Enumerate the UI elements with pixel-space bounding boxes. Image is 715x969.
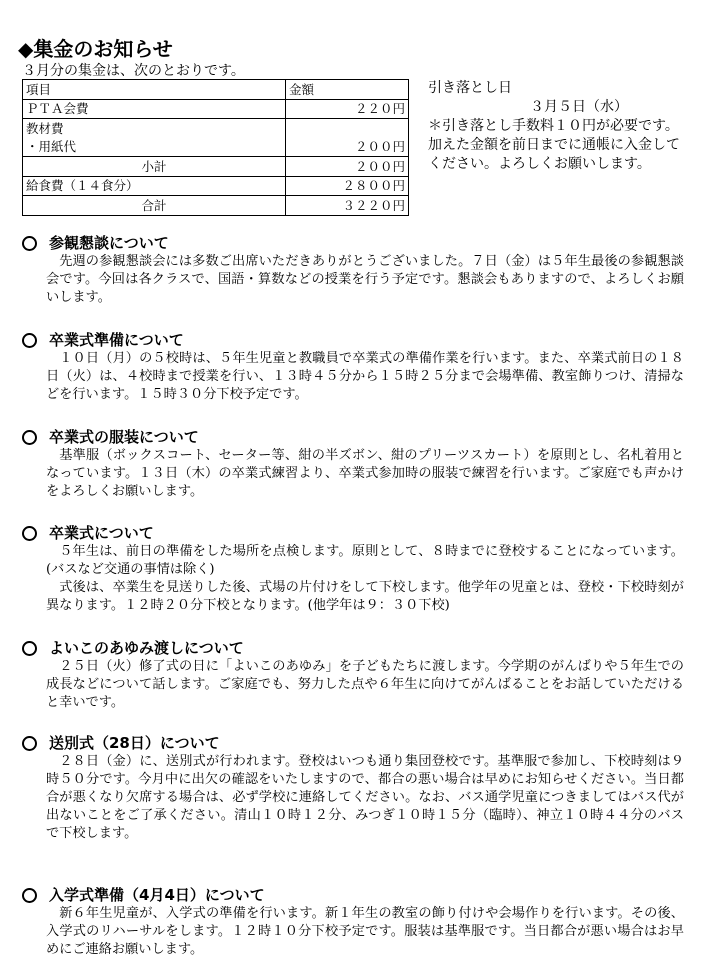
section-heading: 卒業式の服装について (49, 428, 199, 446)
section-text: １０日（月）の５校時は、５年生児童と教職員で卒業式の準備作業を行います。また、卒業式前日の１８日（火）は、４校時まで授業を行い、１３時４５分から１５時２５分まで会場準備、教室飾りつけ、清掃などを行います。１５時３０分下校予定です。 (46, 351, 684, 402)
table-row (23, 138, 409, 157)
circle-bullet-icon (22, 236, 37, 251)
paper-label: ・用紙代 (23, 138, 286, 157)
withdrawal-note: ＊引き落とし手数料１０円が必要です。加えた金額を前日までに通帳に入金してください。よろしくお願いします。 (428, 118, 680, 172)
section-text: 先週の参観懇談会には多数ご出席いただきありがとうございました。７日（金）は５年生最後の参観懇談会です。今回は各クラスで、国語・算数などの授業を行う予定です。懇談会もありますので、よろしくお願いします。 (46, 254, 684, 305)
section-text: 新６年生児童が、入学式の準備を行います。新１年生の教室の飾り付けや会場作りを行います。その後、入学式のリハーサルをします。１２時１０分下校予定です。服装は基準服です。当日都合が悪い場合はお早めにご連絡お願いします。 (46, 906, 684, 957)
table-header-row (23, 80, 409, 100)
section-text: 基準服（ボックスコート、セーター等、紺の半ズボン、紺のプリーツスカート）を原則とし、名札着用となっています。１３日（木）の卒業式練習より、卒業式参加時の服装で練習を行います。ご家庭でも声かけをよろしくお願いします。 (46, 448, 684, 499)
withdrawal-info (428, 79, 690, 174)
circle-bullet-icon (22, 333, 37, 348)
circle-bullet-icon (22, 641, 37, 656)
circle-bullet-icon (22, 526, 37, 541)
header-item: 項目 (23, 80, 286, 100)
subtotal-label: 小計 (23, 157, 286, 177)
section-graduation (22, 524, 684, 615)
subtotal-amount: ２００円 (286, 157, 409, 177)
section-heading: 卒業式について (49, 524, 154, 542)
paper-amount: ２００円 (286, 138, 409, 157)
section-heading: よいこのあゆみ渡しについて (49, 639, 244, 657)
page-title: ◆集金のお知らせ (18, 37, 173, 61)
section-heading: 送別式（28日）について (49, 734, 220, 752)
circle-bullet-icon (22, 430, 37, 445)
total-label: 合計 (23, 196, 286, 216)
table-row (23, 99, 409, 119)
section-heading: 卒業式準備について (49, 331, 184, 349)
section-text: ２５日（火）修了式の日に「よいこのあゆみ」を子どもたちに渡します。今学期のがんばりや５年生での成長などについて話します。ご家庭でも、努力した点や６年生に向けてがんばることをお話していただけると幸いです。 (46, 659, 684, 710)
lunch-amount: ２８００円 (286, 176, 409, 196)
circle-bullet-icon (22, 736, 37, 751)
table-row (23, 176, 409, 196)
section-text: 式後は、卒業生を見送りした後、式場の片付けをして下校します。他学年の児童とは、登校・下校時刻が異なります。１２時２０分下校となります。(他学年は９：３０下校) (46, 580, 684, 613)
section-entrance-prep (22, 886, 684, 959)
section-farewell (22, 734, 684, 843)
section-graduation-dress (22, 428, 684, 501)
total-amount: ３２２０円 (286, 196, 409, 216)
lunch-label: 給食費（１４食分） (23, 176, 286, 196)
pta-amount: ２２０円 (286, 99, 409, 119)
fee-table (22, 79, 409, 216)
section-graduation-prep (22, 331, 684, 404)
section-report-card (22, 639, 684, 712)
materials-label: 教材費 (23, 119, 286, 138)
section-text: ５年生は、前日の準備をした場所を点検します。原則として、８時までに登校することになっています。(バスなど交通の事情は除く) (46, 544, 684, 577)
circle-bullet-icon (22, 888, 37, 903)
header-amount: 金額 (286, 80, 409, 100)
pta-label: ＰＴＡ会費 (23, 99, 286, 119)
section-text: ２８日（金）に、送別式が行われます。登校はいつも通り集団登校です。基準服で参加し、下校時刻は９時５０分です。今月中に出欠の確認をいたしますので、都合の悪い場合は早めにお知らせください。当日都合が悪くなり欠席する場合は、必ず学校に連絡してください。なお、バス通学児童につきましてはバス代が出ないことをご了承ください。清山１０時１２分、みつぎ１０時１５分（臨時）、神立１０時４４分のバスで下校します。 (46, 754, 684, 841)
withdrawal-label: 引き落とし日 (428, 80, 512, 96)
section-heading: 入学式準備（4月4日）について (49, 886, 265, 904)
table-row (23, 196, 409, 216)
withdrawal-date: ３月５日（水） (530, 99, 628, 115)
table-row (23, 119, 409, 138)
section-heading: 参観懇談について (49, 234, 169, 252)
collection-intro: ３月分の集金は、次のとおりです。 (22, 63, 245, 79)
section-visit (22, 234, 684, 307)
table-row (23, 157, 409, 177)
